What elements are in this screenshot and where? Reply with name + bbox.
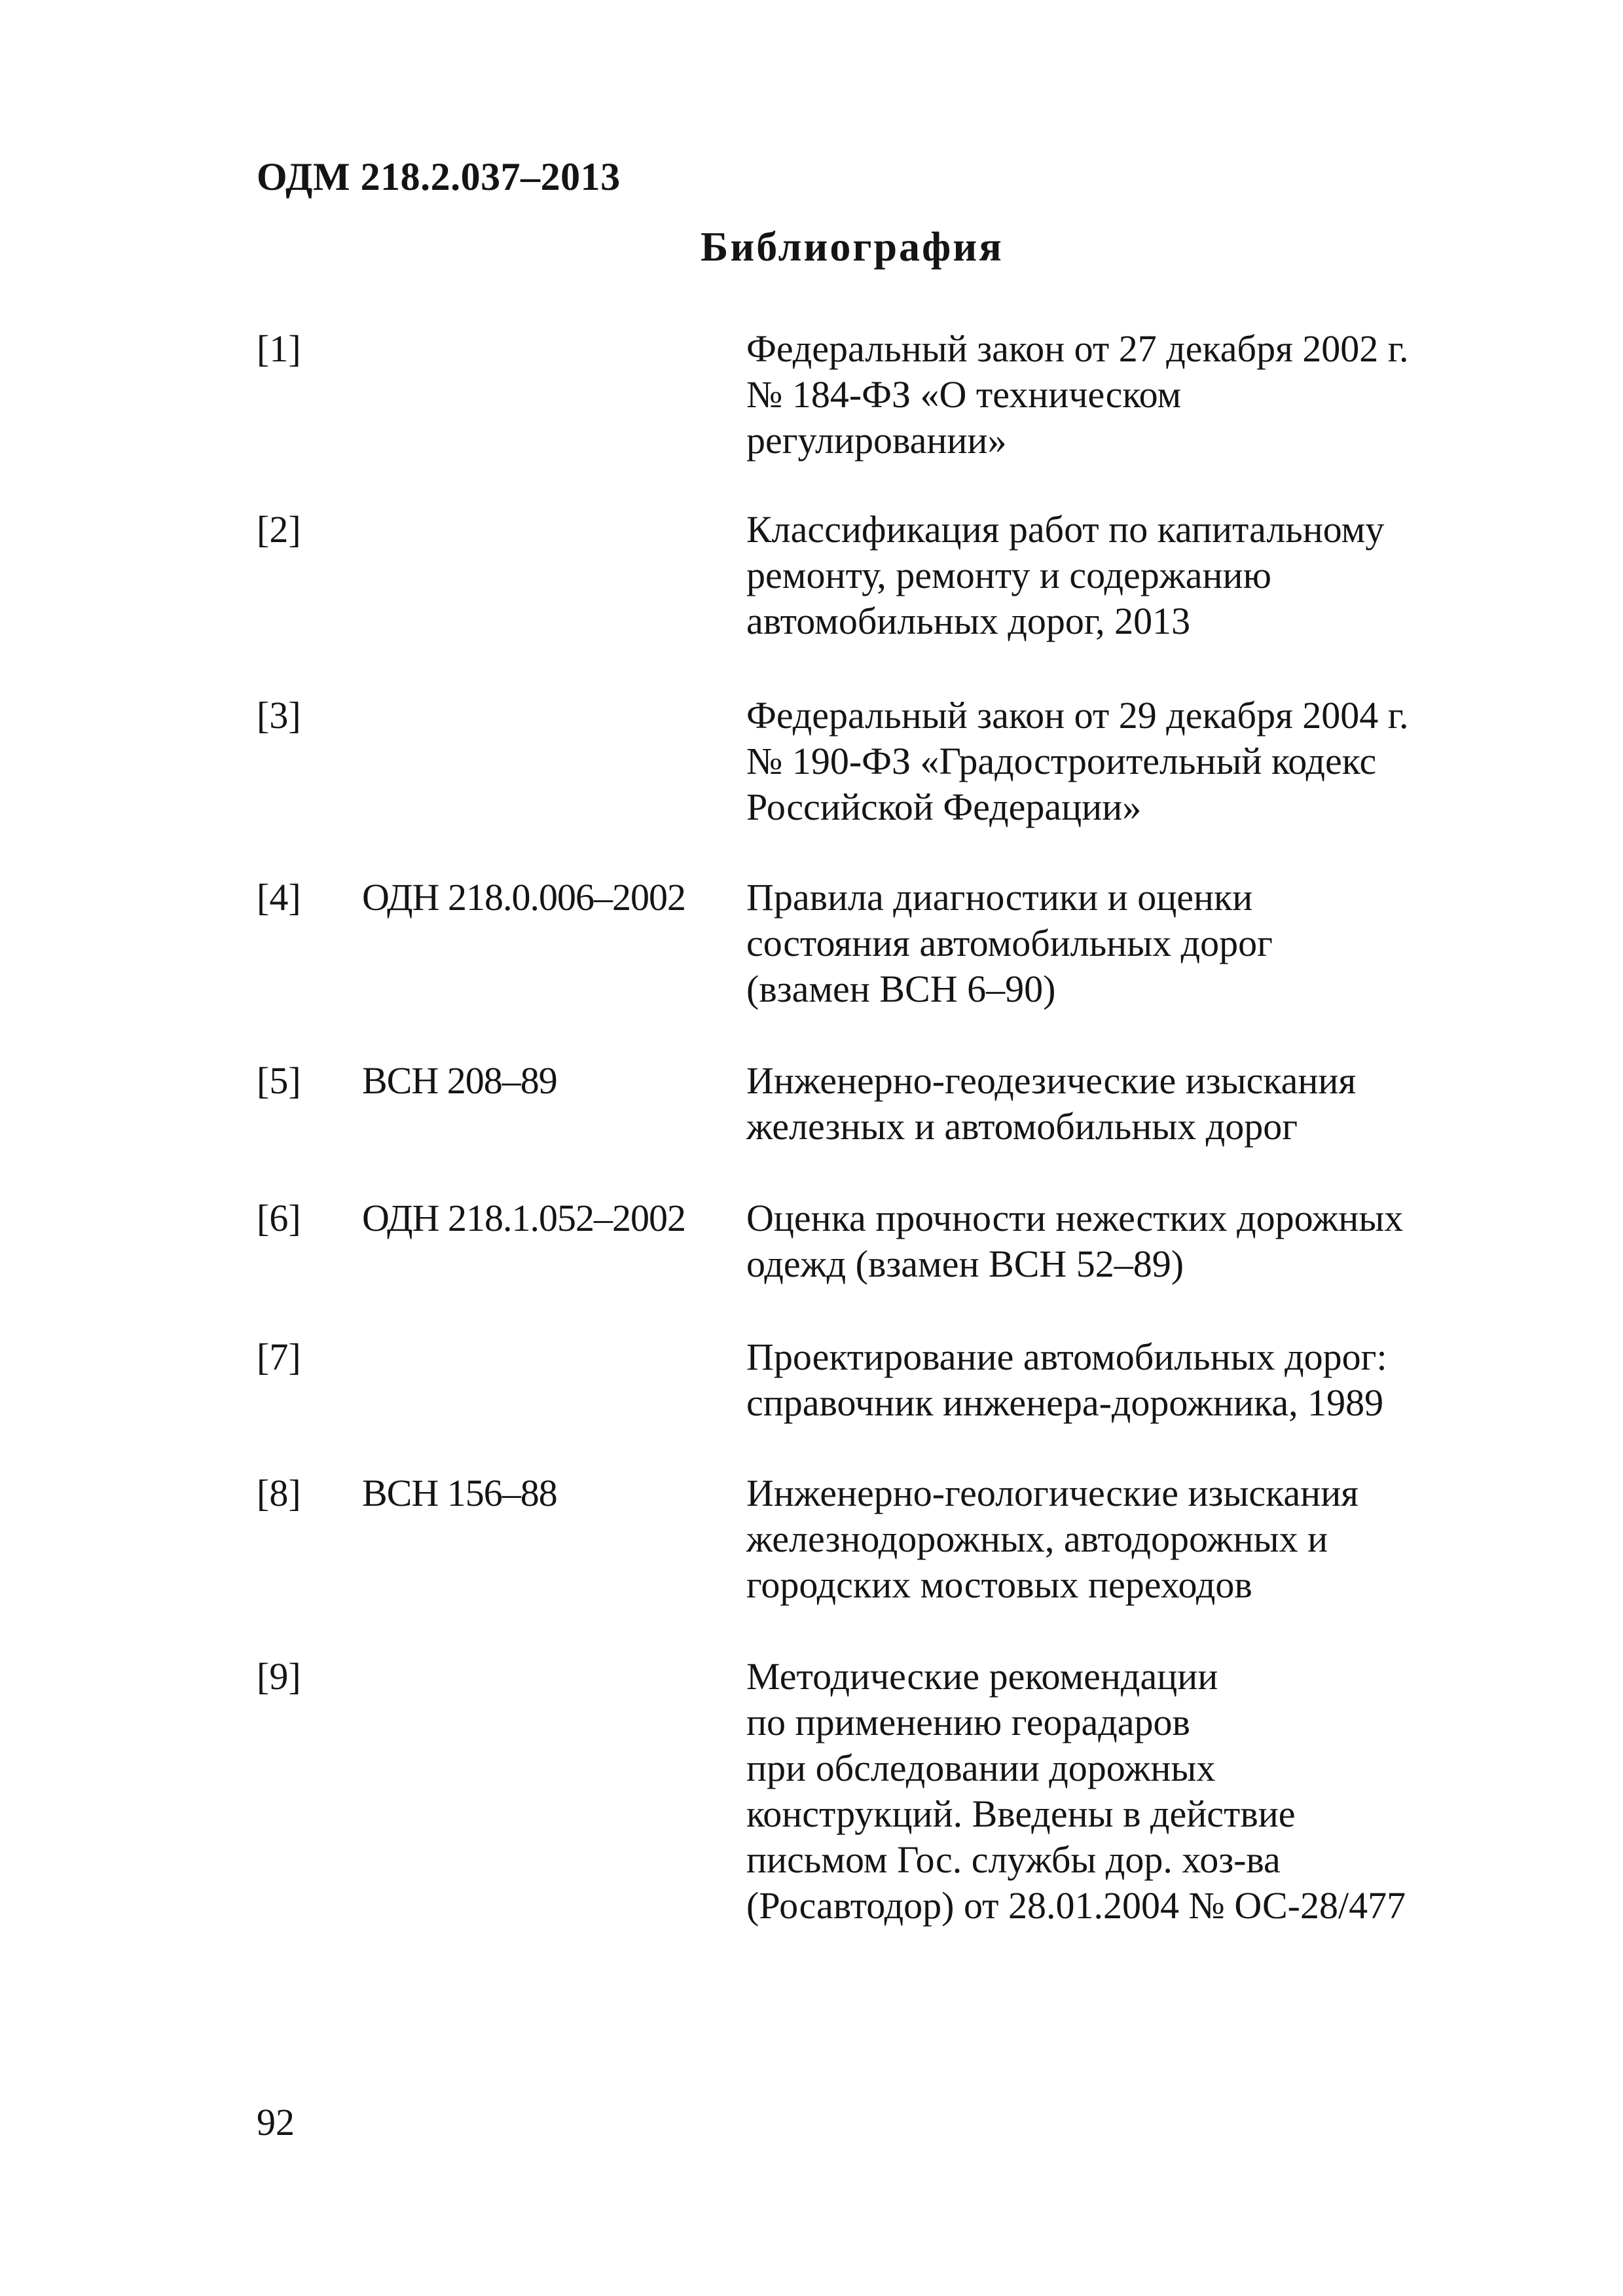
entry-text-line: Классификация работ по капитальному (746, 508, 1385, 551)
entry-text-line: Методические рекомендации (746, 1655, 1218, 1698)
entry-text (746, 1654, 1414, 1929)
entry-text-line: Федеральный закон от 29 декабря 2004 г. (746, 694, 1409, 737)
entry-text (746, 507, 1414, 644)
entry-text-line: Правила диагностики и оценки (746, 876, 1253, 919)
entry-text-line: Проектирование автомобильных дорог: (746, 1336, 1387, 1378)
entry-text-line: при обследовании дорожных (746, 1747, 1216, 1789)
entry-text (746, 1195, 1414, 1287)
entry-code: ВСН 156–88 (362, 1472, 557, 1514)
entry-text-line: одежд (взамен ВСН 52–89) (746, 1243, 1184, 1285)
entry-text (746, 1058, 1414, 1150)
entry-code: ВСН 208–89 (362, 1059, 557, 1102)
entry-text-line: городских мостовых переходов (746, 1563, 1252, 1606)
entry-text-line: справочник инженера-дорожника, 1989 (746, 1381, 1384, 1424)
entry-code: ОДН 218.0.006–2002 (362, 876, 685, 919)
entry-text-line: регулировании» (746, 419, 1007, 462)
entry-text-line: (взамен ВСН 6–90) (746, 968, 1056, 1010)
entry-number: [4] (257, 876, 301, 919)
entry-text-line: Инженерно-геологические изыскания (746, 1472, 1359, 1514)
page-number: 92 (257, 2101, 295, 2143)
entry-text-line: ремонту, ремонту и содержанию (746, 554, 1271, 596)
entry-text-line: Федеральный закон от 27 декабря 2002 г. (746, 327, 1409, 370)
entry-text-line: состояния автомобильных дорог (746, 922, 1273, 964)
entry-text-line: конструкций. Введены в действие (746, 1793, 1296, 1835)
entry-number: [6] (257, 1197, 301, 1239)
entry-text (746, 1470, 1414, 1608)
entry-number: [7] (257, 1336, 301, 1378)
entry-text (746, 693, 1414, 830)
document-code: ОДМ 218.2.037–2013 (257, 155, 621, 198)
entry-number: [9] (257, 1655, 301, 1698)
entry-number: [1] (257, 327, 301, 370)
entry-number: [3] (257, 694, 301, 737)
entry-text (746, 875, 1414, 1012)
entry-number: [5] (257, 1059, 301, 1102)
page-title: Библиография (701, 223, 1004, 270)
entry-text-line: № 190-ФЗ «Градостроительный кодекс (746, 740, 1377, 782)
entry-number: [2] (257, 508, 301, 551)
entry-text-line: автомобильных дорог, 2013 (746, 600, 1191, 642)
entry-text-line: железных и автомобильных дорог (746, 1105, 1298, 1148)
entry-text-line: № 184-ФЗ «О техническом (746, 373, 1182, 416)
entry-text-line: письмом Гос. службы дор. хоз-ва (746, 1838, 1281, 1881)
entry-text (746, 326, 1414, 464)
entry-text-line: Оценка прочности нежестких дорожных (746, 1197, 1404, 1239)
entry-text-line: Российской Федерации» (746, 786, 1142, 828)
entry-code: ОДН 218.1.052–2002 (362, 1197, 685, 1239)
entry-number: [8] (257, 1472, 301, 1514)
entry-text-line: Инженерно-геодезические изыскания (746, 1059, 1357, 1102)
entry-text-line: по применению георадаров (746, 1701, 1190, 1743)
entry-text-line: железнодорожных, автодорожных и (746, 1518, 1328, 1560)
entry-text (746, 1334, 1414, 1426)
entry-text-line: (Росавтодор) от 28.01.2004 № ОС-28/477 (746, 1884, 1406, 1927)
